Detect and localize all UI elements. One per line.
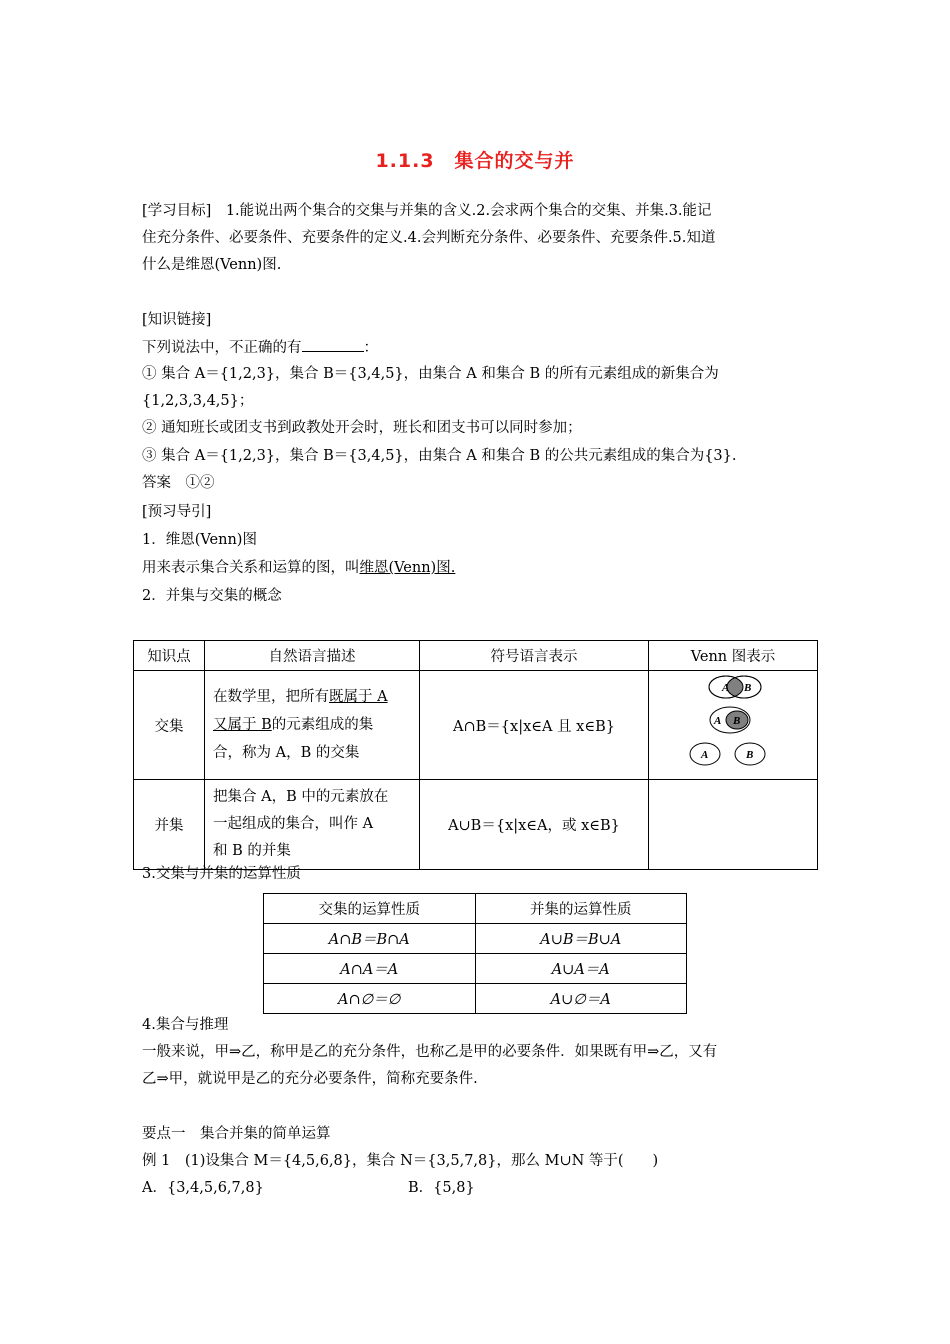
property-union-empty: A∪∅＝A xyxy=(475,984,687,1014)
objectives-line-3: 什么是维恩(Venn)图. xyxy=(142,257,282,273)
union-row xyxy=(134,780,818,870)
example-1: 例 1 (1)设集合 M＝{4,5,6,8}，集合 N＝{3,5,7,8}，那么 M∪N 等于( ) xyxy=(142,1153,659,1169)
statement-2: ② 通知班长或团支书到政教处开会时，班长和团支书可以同时参加； xyxy=(142,420,582,436)
section-4-heading: 4.集合与推理 xyxy=(142,1017,229,1033)
knowledge-link-heading: [知识链接] xyxy=(142,312,212,328)
concept-table xyxy=(133,640,818,870)
union-description xyxy=(205,780,420,870)
venn-subset-diagram xyxy=(710,707,750,733)
intersection-desc-post: 的元素组成的集 xyxy=(271,717,374,733)
venn-definition xyxy=(142,558,455,578)
option-a: A．{3,4,5,6,7,8} xyxy=(142,1180,264,1196)
statement-3: ③ 集合 A＝{1,2,3}，集合 B＝{3,4,5}，由集合 A 和集合 B 的公共元素组成的集合为{3}. xyxy=(142,448,737,464)
intersection-row xyxy=(134,671,818,780)
union-name: 并集 xyxy=(134,780,205,870)
union-desc-2: 一起组成的集合，叫作 A xyxy=(213,816,374,832)
knowledge-question-end: ： xyxy=(363,340,378,356)
intersection-name: 交集 xyxy=(134,671,205,780)
statement-1b: {1,2,3,3,4,5}； xyxy=(142,393,254,409)
venn-label-a: A xyxy=(722,682,730,694)
preview-heading: [预习导引] xyxy=(142,504,212,520)
property-union-idempotent: A∪A＝A xyxy=(475,954,687,984)
venn-subset-label-b: B xyxy=(733,715,741,727)
property-intersection-commutative: A∩B＝B∩A xyxy=(264,924,476,954)
union-desc-3: 和 B 的并集 xyxy=(213,843,291,859)
intersection-desc-u1: 既属于 A xyxy=(329,689,388,705)
properties-row xyxy=(264,954,687,984)
objectives-line-2: 住充分条件、必要条件、充要条件的定义.4.会判断充分条件、必要条件、充要条件.5.知道 xyxy=(142,230,716,246)
header-symbolic: 符号语言表示 xyxy=(420,641,649,671)
properties-row xyxy=(264,984,687,1014)
venn-label-b: B xyxy=(744,682,752,694)
header-natural-language: 自然语言描述 xyxy=(205,641,420,671)
union-desc-1: 把集合 A，B 中的元素放在 xyxy=(213,789,389,805)
properties-table xyxy=(263,893,687,1014)
properties-header xyxy=(264,894,687,924)
intersection-desc-end: 合，称为 A，B 的交集 xyxy=(213,745,360,761)
concept-table-header xyxy=(134,641,818,671)
knowledge-question xyxy=(142,337,378,358)
venn-disjoint-label-a: A xyxy=(701,749,709,761)
intersection-venn-cell xyxy=(649,671,818,780)
venn-definition-text: 用来表示集合关系和运算的图，叫 xyxy=(142,560,360,576)
objectives-line-1: [学习目标] 1.能说出两个集合的交集与并集的含义.2.会求两个集合的交集、并集.3.能记 xyxy=(142,203,712,219)
property-union-commutative: A∪B＝B∪A xyxy=(475,924,687,954)
venn-definition-term: 维恩(Venn)图. xyxy=(359,560,456,576)
venn-disjoint-diagram xyxy=(690,743,765,765)
properties-row xyxy=(264,924,687,954)
union-symbol: A∪B＝{x|x∈A，或 x∈B} xyxy=(420,780,649,870)
intersection-desc-u2: 又属于 B xyxy=(213,717,272,733)
header-knowledge: 知识点 xyxy=(134,641,205,671)
intersection-desc-pre: 在数学里，把所有 xyxy=(213,689,329,705)
section-4-line-1: 一般来说，甲⇒乙，称甲是乙的充分条件，也称乙是甲的必要条件．如果既有甲⇒乙，又有 xyxy=(142,1044,718,1060)
statement-1a: ① 集合 A＝{1,2,3}，集合 B＝{3,4,5}，由集合 A 和集合 B 的所有元素组成的新集合为 xyxy=(142,366,719,382)
header-venn: Venn 图表示 xyxy=(649,641,818,671)
properties-header-union: 并集的运算性质 xyxy=(475,894,687,924)
preview-section-1: 1．维恩(Venn)图 xyxy=(142,532,257,548)
venn-overlap-diagram xyxy=(709,676,761,698)
page-title: 1.1.3 集合的交与并 xyxy=(375,150,575,172)
preview-section-2: 2．并集与交集的概念 xyxy=(142,588,282,604)
knowledge-question-text: 下列说法中，不正确的有 xyxy=(142,340,302,356)
venn-subset-label-a: A xyxy=(714,715,722,727)
property-intersection-empty: A∩∅＝∅ xyxy=(264,984,476,1014)
intersection-symbol: A∩B＝{x|x∈A 且 x∈B} xyxy=(420,671,649,780)
keypoint-heading: 要点一 集合并集的简单运算 xyxy=(142,1126,331,1142)
answer-line: 答案 ①② xyxy=(142,475,215,491)
intersection-description xyxy=(205,671,420,780)
venn-diagrams xyxy=(673,673,793,773)
section-4-line-2: 乙⇒甲，就说甲是乙的充分必要条件，简称充要条件. xyxy=(142,1071,478,1087)
section-3-heading: 3.交集与并集的运算性质 xyxy=(142,866,301,882)
option-b: B．{5,8} xyxy=(408,1180,475,1196)
property-intersection-idempotent: A∩A＝A xyxy=(264,954,476,984)
properties-header-intersection: 交集的运算性质 xyxy=(264,894,476,924)
union-venn-cell xyxy=(649,780,818,870)
venn-disjoint-label-b: B xyxy=(746,749,754,761)
answer-blank xyxy=(302,337,364,352)
